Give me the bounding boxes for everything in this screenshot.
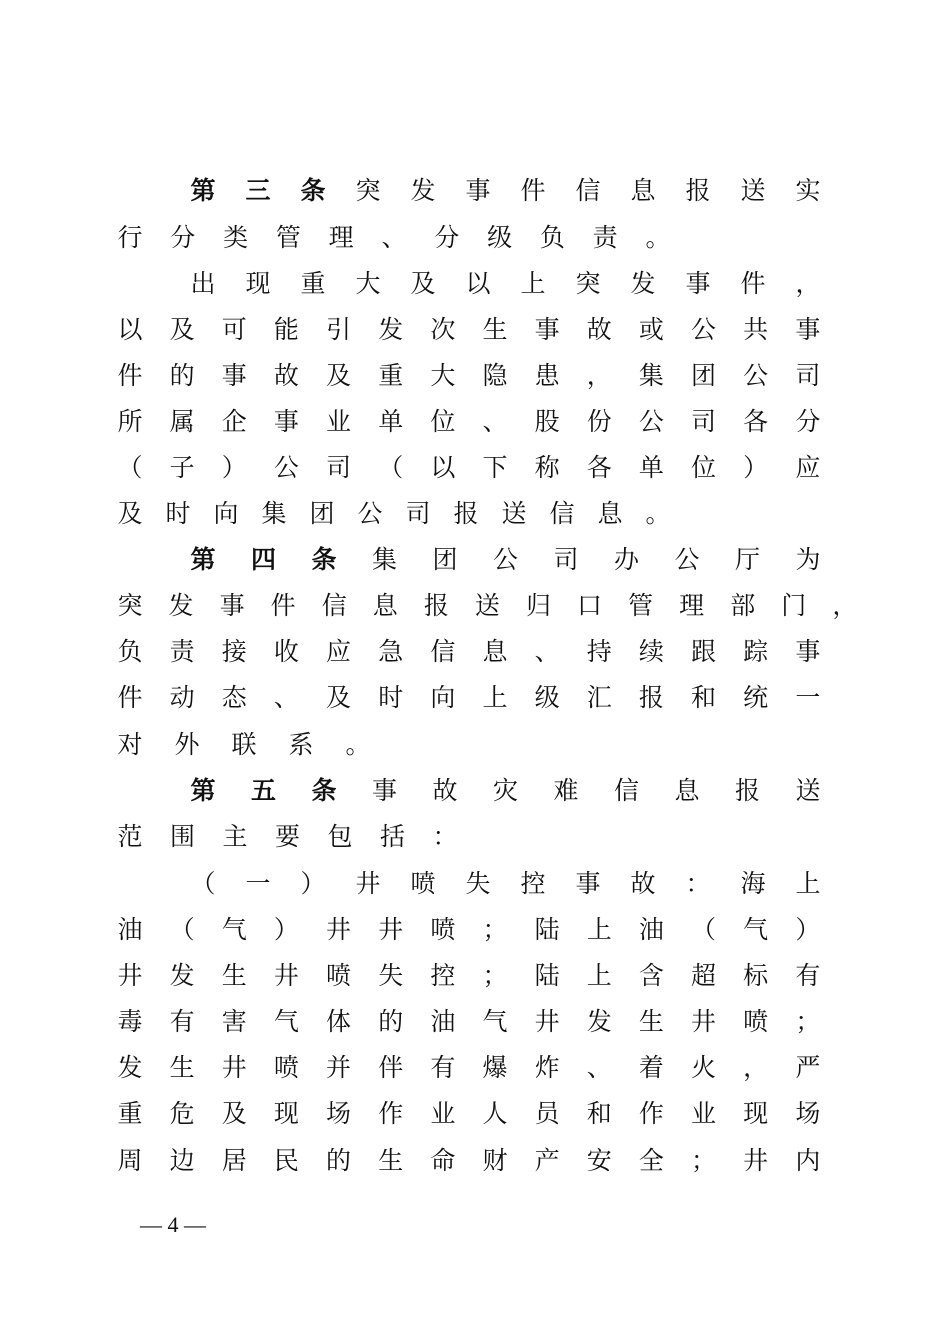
text-line: 件 的 事 故 及 重 大 隐 患 ， 集 团 公 司	[117, 361, 821, 390]
text-line: 及 时 向 集 团 公 司 报 送 信 息 。	[117, 499, 671, 528]
text-line: 负 责 接 收 应 急 信 息 、 持 续 跟 踪 事	[117, 637, 821, 666]
text-line: 井 发 生 井 喷 失 控 ； 陆 上 含 超 标 有	[117, 961, 821, 990]
text-line: （ 子 ） 公 司 （ 以 下 称 各 单 位 ） 应	[117, 453, 821, 482]
text-line: 范 围 主 要 包 括 ：	[117, 822, 458, 851]
text-line: 出 现 重 大 及 以 上 突 发 事 件 ，	[190, 269, 821, 298]
page-number: — 4 —	[140, 1212, 206, 1237]
text-line: 第 五 条 事 故 灾 难 信 息 报 送	[190, 776, 821, 805]
text-line: 重 危 及 现 场 作 业 人 员 和 作 业 现 场	[117, 1099, 821, 1128]
text-line: （ 一 ） 井 喷 失 控 事 故 ： 海 上	[190, 869, 821, 898]
text-line: 对 外 联 系 。	[117, 730, 371, 759]
text-line: 所 属 企 事 业 单 位 、 股 份 公 司 各 分	[117, 407, 821, 436]
text-line: 毒 有 害 气 体 的 油 气 井 发 生 井 喷 ；	[117, 1007, 821, 1036]
text-line: 第 三 条 突 发 事 件 信 息 报 送 实	[190, 176, 821, 205]
text-line: 以 及 可 能 引 发 次 生 事 故 或 公 共 事	[117, 315, 821, 344]
text-line: 第 四 条 集 团 公 司 办 公 厅 为	[190, 545, 821, 574]
text-line: 件 动 态 、 及 时 向 上 级 汇 报 和 统 一	[117, 683, 821, 712]
text-line: 周 边 居 民 的 生 命 财 产 安 全 ； 井 内	[117, 1146, 821, 1175]
text-line: 发 生 井 喷 并 伴 有 爆 炸 、 着 火 ， 严	[117, 1053, 821, 1082]
text-line: 行 分 类 管 理 、 分 级 负 责 。	[117, 223, 671, 252]
text-line: 突 发 事 件 信 息 报 送 归 口 管 理 部 门 ，	[117, 591, 858, 620]
text-line: 油 （ 气 ） 井 井 喷 ； 陆 上 油 （ 气 ）	[117, 915, 821, 944]
